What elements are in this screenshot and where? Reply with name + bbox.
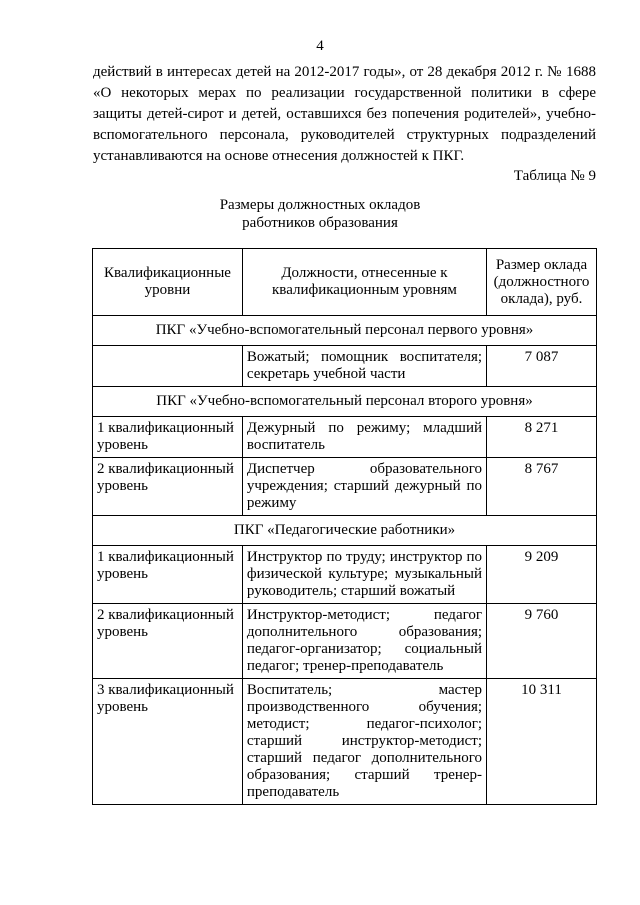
salary-cell: 8 271 [487,417,597,458]
positions-cell: Инструктор-методист; педагог дополнительного образования; педагог-организатор; социальный педагог; тренер-преподаватель [242,604,486,679]
positions-cell: Инструктор по труду; инструктор по физической культуре; музыкальный руководитель; старший вожатый [242,546,486,604]
table-header-row [93,249,597,316]
level-cell: 2 квалификационный уровень [93,458,243,516]
group-name: ПКГ «Учебно-вспомогательный персонал первого уровня» [93,316,597,346]
table-title-line-2: работников образования [242,215,398,231]
table-title [0,196,640,232]
group-row [93,387,597,417]
table-reference: Таблица № 9 [513,168,596,184]
table-row [93,546,597,604]
salary-cell: 8 767 [487,458,597,516]
header-positions: Должности, отнесенные к квалификационным уровням [242,249,486,316]
group-row [93,516,597,546]
group-name: ПКГ «Педагогические работники» [93,516,597,546]
positions-cell: Воспитатель; мастер производственного обучения; методист; педагог-психолог; старший инструктор-методист; старший педагог дополнительного образования; старший тренер-преподаватель [242,679,486,805]
table-row [93,346,597,387]
salary-cell: 9 209 [487,546,597,604]
group-row [93,316,597,346]
table-row [93,604,597,679]
positions-cell: Вожатый; помощник воспитателя; секретарь учебной части [242,346,486,387]
level-cell: 1 квалификационный уровень [93,546,243,604]
page-number: 4 [316,38,324,54]
positions-cell: Диспетчер образовательного учреждения; старший дежурный по режиму [242,458,486,516]
header-salary: Размер оклада (должностного оклада), руб. [487,249,597,316]
salary-table [92,248,597,805]
salary-cell: 9 760 [487,604,597,679]
salary-cell: 10 311 [487,679,597,805]
group-name: ПКГ «Учебно-вспомогательный персонал второго уровня» [93,387,597,417]
level-cell: 1 квалификационный уровень [93,417,243,458]
header-level: Квалификационные уровни [93,249,243,316]
table-row [93,417,597,458]
level-cell: 2 квалификационный уровень [93,604,243,679]
positions-cell: Дежурный по режиму; младший воспитатель [242,417,486,458]
table-row [93,679,597,805]
level-cell [93,346,243,387]
intro-paragraph: действий в интересах детей на 2012-2017 годы», от 28 декабря 2012 г. № 1688 «О некоторых мерах по реализации государственной политики в сфере защиты детей-сирот и детей, оставшихся без попечения родителей», учебно-вспомогательного персонала, руководителей структурных подразделений устанавливаются на основе отнесения должностей к ПКГ. [93,64,596,164]
table-title-line-1: Размеры должностных окладов [219,197,421,213]
salary-cell: 7 087 [487,346,597,387]
level-cell: 3 квалификационный уровень [93,679,243,805]
table-row [93,458,597,516]
